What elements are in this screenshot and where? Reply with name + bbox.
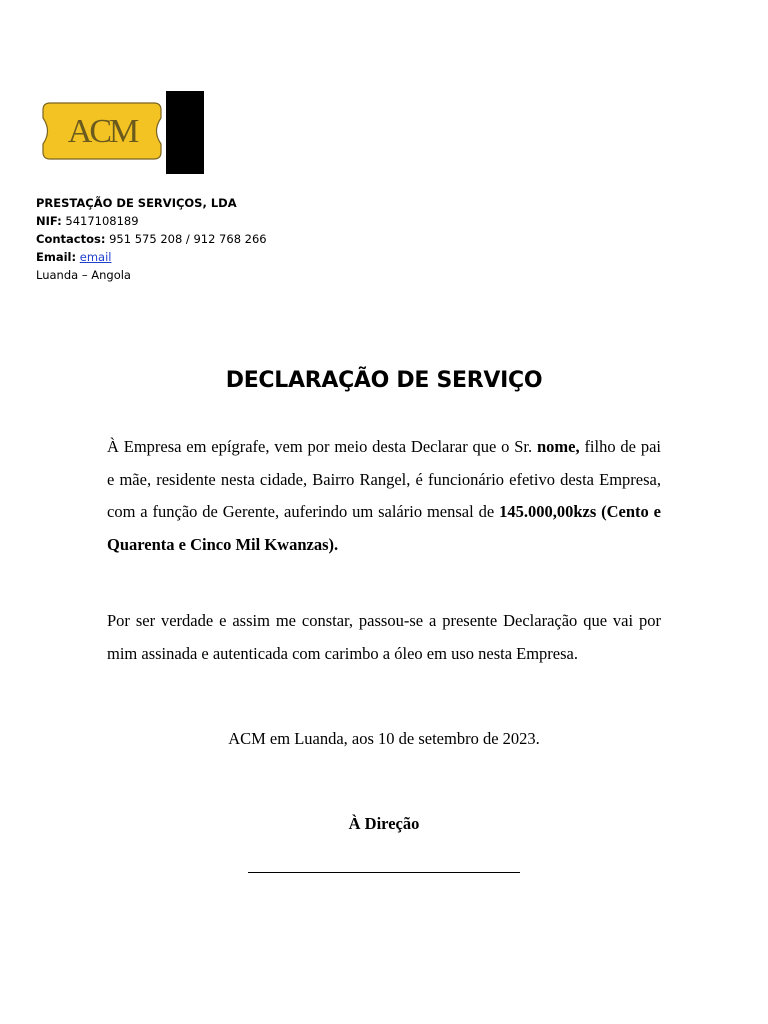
salary-amount: 145.000,00kzs (Cento e Quarenta e Cinco Mil Kwanzas).	[107, 502, 661, 554]
para1-text-middle: filho de pai e mãe, residente nesta cidade, Bairro Rangel, é funcionário efetivo desta Empresa, com a função de Gerente, auferindo um salário mensal de	[107, 437, 661, 521]
location: Luanda – Angola	[36, 268, 131, 282]
company-info	[36, 194, 267, 284]
para1-text-start: À Empresa em epígrafe, vem por meio desta Declarar que o Sr.	[107, 437, 537, 456]
email-link[interactable]: email	[79, 250, 112, 264]
contacts-label: Contactos:	[36, 232, 106, 246]
signature-label: À Direção	[348, 814, 420, 833]
redaction-block	[166, 91, 204, 174]
company-logo-area	[40, 91, 210, 175]
signature-line	[248, 872, 520, 873]
company-name: PRESTAÇÃO DE SERVIÇOS, LDA	[36, 196, 237, 210]
closing-paragraph: Por ser verdade e assim me constar, passou-se a presente Declaração que vai por mim assinada e autenticada com carimbo a óleo em uso nesta Empresa.	[107, 611, 661, 663]
contacts-value: 951 575 208 / 912 768 266	[109, 232, 267, 246]
acm-logo	[40, 99, 164, 163]
email-label: Email:	[36, 250, 77, 264]
nif-line	[36, 212, 267, 230]
svg-text:ACM: ACM	[67, 113, 137, 150]
declaration-paragraph	[107, 431, 661, 561]
nif-label: NIF:	[36, 214, 62, 228]
contacts-line	[36, 230, 267, 248]
nif-value: 5417108189	[65, 214, 139, 228]
place-and-date: ACM em Luanda, aos 10 de setembro de 2023.	[228, 729, 540, 748]
employee-name: nome,	[536, 437, 580, 456]
email-line	[36, 248, 267, 266]
document-title: DECLARAÇÃO DE SERVIÇO	[225, 368, 543, 393]
